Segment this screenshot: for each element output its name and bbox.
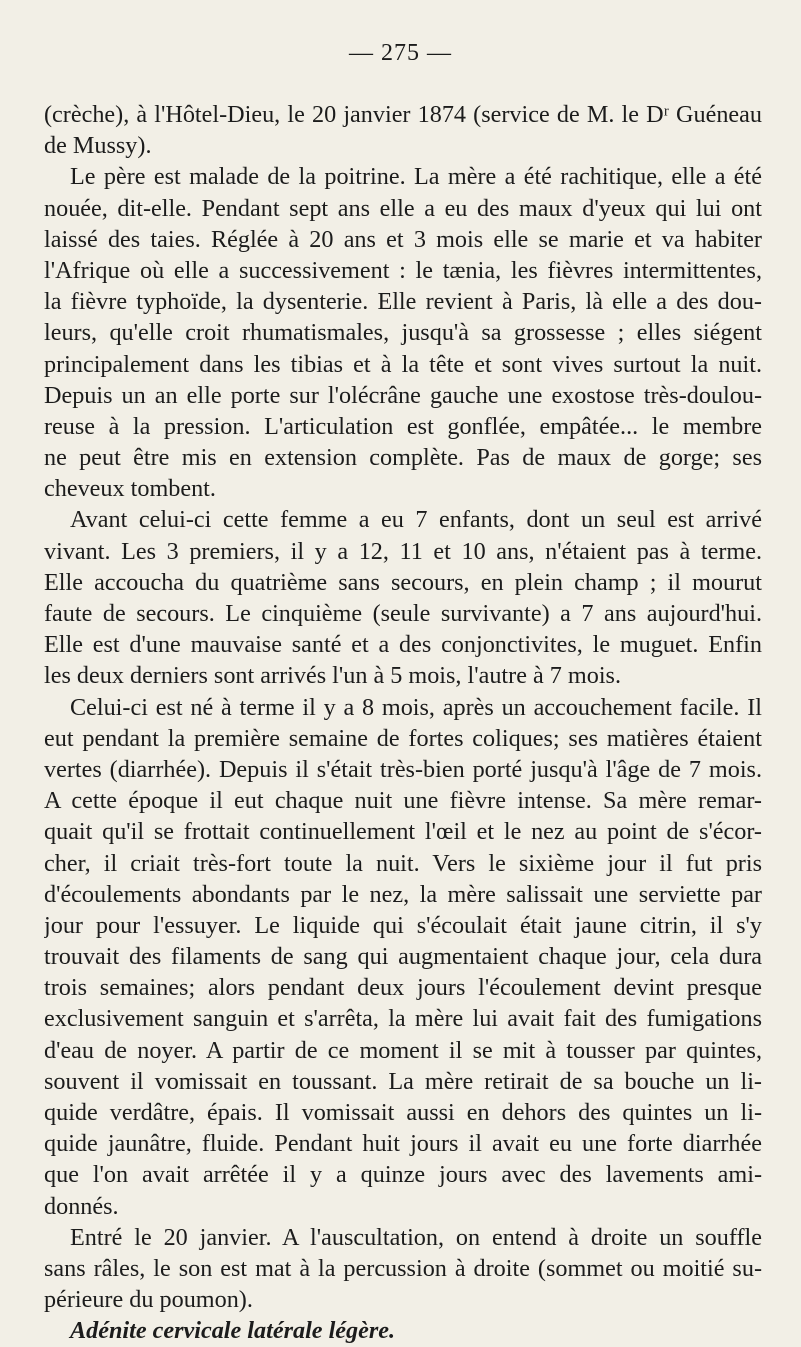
text-line: A cette époque il eut chaque nuit une fièvre intense. Sa mère remar-: [44, 787, 762, 815]
text-line: Avant celui-ci cette femme a eu 7 enfants, dont un seul est arrivé: [70, 506, 762, 534]
text-line: périeure du poumon).: [44, 1286, 253, 1314]
text-line: quide verdâtre, épais. Il vomissait aussi en dehors des quintes un li-: [44, 1099, 762, 1126]
text-line: sans râles, le son est mat à la percussion à droite (sommet ou moitié su-: [44, 1254, 762, 1282]
body-text: [44, 99, 762, 1347]
text-line: Depuis un an elle porte sur l'olécrâne gauche une exostose très-doulou-: [44, 381, 762, 409]
text-line: cheveux tombent.: [44, 475, 216, 503]
text-line: Elle accoucha du quatrième sans secours, en plein champ ; il mourut: [44, 568, 762, 596]
text-line: trouvait des filaments de sang qui augmentaient chaque jour, cela dura: [44, 943, 762, 971]
page-number: — 275 —: [349, 40, 452, 66]
text-line: vivant. Les 3 premiers, il y a 12, 11 et 10 ans, n'étaient pas à terme.: [44, 537, 762, 565]
text-line: Celui-ci est né à terme il y a 8 mois, après un accouchement facile. Il: [70, 693, 762, 721]
text-line: ne peut être mis en extension complète. Pas de maux de gorge; ses: [44, 444, 762, 472]
text-line: souvent il vomissait en toussant. La mère retirait de sa bouche un li-: [44, 1067, 762, 1095]
text-line: les deux derniers sont arrivés l'un à 5 mois, l'autre à 7 mois.: [44, 662, 621, 690]
text-line: quait qu'il se frottait continuellement l'œil et le nez au point de s'écor-: [44, 818, 762, 846]
text-line: quide jaunâtre, fluide. Pendant huit jours il avait eu une forte diarrhée: [44, 1130, 762, 1158]
text-line: Le père est malade de la poitrine. La mère a été rachitique, elle a été: [70, 163, 762, 191]
text-line: faute de secours. Le cinquième (seule survivante) a 7 ans aujourd'hui.: [44, 600, 762, 627]
text-line: laissé des taies. Réglée à 20 ans et 3 mois elle se marie et va habiter: [44, 225, 762, 253]
text-line: d'écoulements abondants par le nez, la mère salissait une serviette par: [44, 880, 762, 908]
text-line: vertes (diarrhée). Depuis il s'était très-bien porté jusqu'à l'âge de 7 mois.: [44, 755, 762, 783]
text-line: jour pour l'essuyer. Le liquide qui s'écoulait était jaune citrin, il s'y: [44, 911, 762, 939]
text-line: l'Afrique où elle a successivement : le tænia, les fièvres intermittentes,: [44, 256, 762, 284]
text-line: donnés.: [44, 1192, 119, 1220]
text-line: d'eau de noyer. A partir de ce moment il se mit à tousser par quintes,: [44, 1036, 762, 1064]
text-line: Elle est d'une mauvaise santé et a des conjonctivites, le muguet. Enfin: [44, 631, 762, 659]
text-line: la fièvre typhoïde, la dysenterie. Elle revient à Paris, là elle a des dou-: [44, 288, 762, 316]
text-line: leurs, qu'elle croit rhumatismales, jusqu'à sa grossesse ; elles siégent: [44, 319, 762, 347]
text-line: Entré le 20 janvier. A l'auscultation, on entend à droite un souffle: [70, 1223, 762, 1251]
text-line: exclusivement sanguin et s'arrêta, la mère lui avait fait des fumigations: [44, 1005, 762, 1033]
text-line: Adénite cervicale latérale légère.: [70, 1317, 396, 1345]
text-line: cher, il criait très-fort toute la nuit. Vers le sixième jour il fut pris: [44, 849, 762, 877]
text-line: reuse à la pression. L'articulation est gonflée, empâtée... le membre: [44, 412, 762, 440]
text-line: de Mussy).: [44, 132, 152, 160]
text-line: principalement dans les tibias et à la tête et sont vives surtout la nuit.: [44, 350, 762, 378]
text-line: eut pendant la première semaine de fortes coliques; ses matières étaient: [44, 724, 762, 752]
text-line: nouée, dit-elle. Pendant sept ans elle a eu des maux d'yeux qui lui ont: [44, 194, 762, 222]
text-line: (crèche), à l'Hôtel-Dieu, le 20 janvier 1874 (service de M. le Dʳ Guéneau: [44, 101, 762, 128]
text-line: trois semaines; alors pendant deux jours l'écoulement devint presque: [44, 974, 762, 1002]
text-line: que l'on avait arrêtée il y a quinze jours avec des lavements ami-: [44, 1161, 762, 1189]
